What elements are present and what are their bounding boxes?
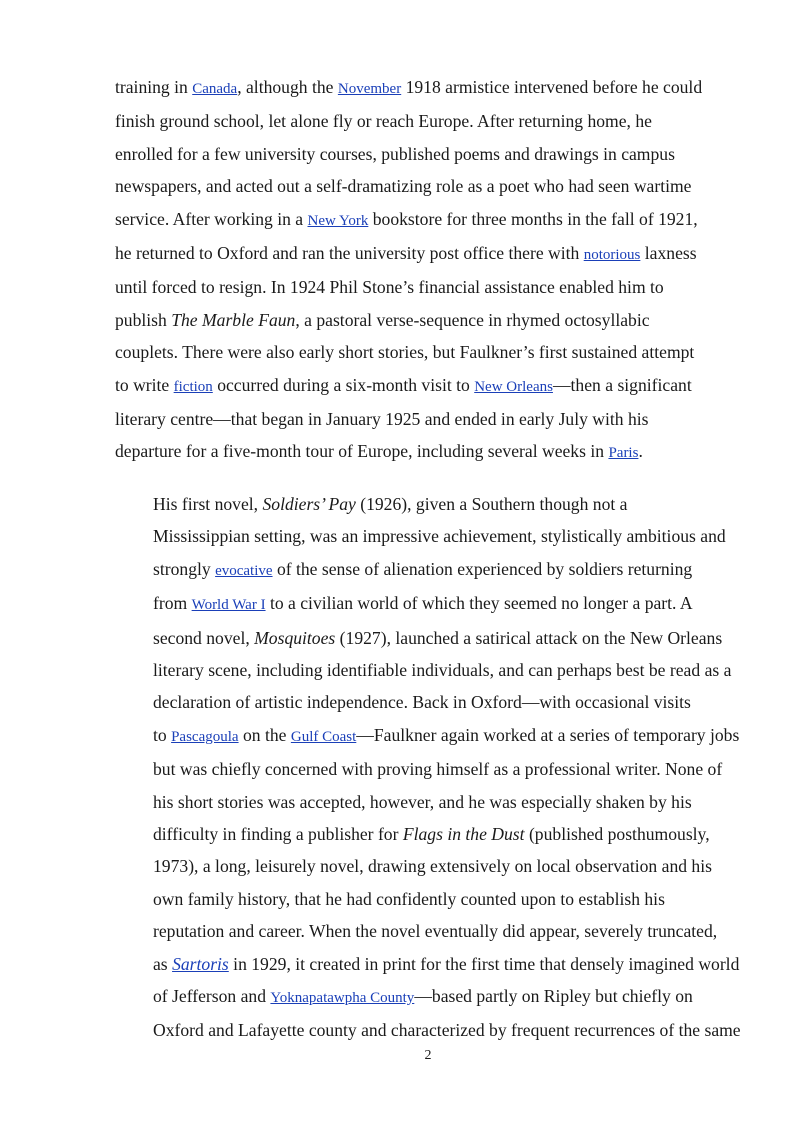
text-run: newspapers, and acted out a self-dramatizing role as a poet who had seen wartime xyxy=(115,176,692,197)
text-line xyxy=(115,786,745,818)
text-line xyxy=(115,435,745,469)
italic-title: The Marble Faun xyxy=(171,309,296,330)
text-line xyxy=(115,170,745,202)
text-line xyxy=(115,753,745,785)
text-run: finish ground school, let alone fly or reach Europe. After returning home, he xyxy=(115,111,652,132)
page-number: 2 xyxy=(424,1048,432,1063)
text-run: on the xyxy=(238,724,291,745)
paragraph xyxy=(115,71,745,470)
text-line xyxy=(115,622,745,654)
link-new-orleans[interactable]: New Orleans xyxy=(474,378,553,395)
text-line xyxy=(115,304,745,336)
text-line xyxy=(115,719,745,753)
text-line xyxy=(115,850,745,882)
text-line xyxy=(115,138,745,170)
text-run: laxness xyxy=(640,243,697,264)
link-gulf-coast[interactable]: Gulf Coast xyxy=(290,728,357,745)
link-paris[interactable]: Paris xyxy=(608,445,639,462)
text-run: departure for a five-month tour of Europe, including several weeks in xyxy=(115,441,609,462)
text-run: —then a significant xyxy=(552,374,692,395)
link-yoknapatawpha-county[interactable]: Yoknapatawpha County xyxy=(270,989,415,1006)
text-line xyxy=(115,948,745,980)
text-run: literary scene, including identifiable individuals, and can perhaps best be read as a xyxy=(153,659,732,680)
text-run: occurred during a six-month visit to xyxy=(212,374,475,395)
link-world-war-i[interactable]: World War I xyxy=(191,597,266,614)
text-run: Mississippian setting, was an impressive achievement, stylistically ambitious and xyxy=(153,526,726,547)
text-run: as xyxy=(153,953,173,974)
text-line xyxy=(115,105,745,137)
text-run: publish xyxy=(115,309,172,330)
text-run: bookstore for three months in the fall of 1921, xyxy=(368,208,698,229)
text-run: (1926), given a Southern though not a xyxy=(355,493,628,514)
text-line xyxy=(115,587,745,621)
text-run: but was chiefly concerned with proving himself as a professional writer. None of xyxy=(153,759,723,780)
text-run: reputation and career. When the novel eventually did appear, severely truncated, xyxy=(153,921,718,942)
text-run: own family history, that he had confidently counted upon to establish his xyxy=(153,888,665,909)
text-run: —based partly on Ripley but chiefly on xyxy=(414,985,693,1006)
link-fiction[interactable]: fiction xyxy=(173,378,213,395)
text-line xyxy=(115,654,745,686)
text-run: strongly xyxy=(153,558,216,579)
text-line xyxy=(115,520,745,552)
text-line xyxy=(115,883,745,915)
link-canada[interactable]: Canada xyxy=(192,81,238,97)
text-line xyxy=(115,403,745,435)
text-run: literary centre—that began in January 1925 and ended in early July with his xyxy=(115,409,649,430)
text-line xyxy=(115,203,745,237)
link-sartoris[interactable]: Sartoris xyxy=(172,953,229,974)
link-new-york[interactable]: New York xyxy=(307,212,369,229)
body-text xyxy=(115,71,745,1047)
text-line xyxy=(115,71,745,105)
text-run: difficulty in finding a publisher for xyxy=(153,823,403,844)
text-run: to a civilian world of which they seemed no longer a part. A xyxy=(265,593,693,614)
italic-title: Flags in the Dust xyxy=(402,823,525,844)
text-run: , a pastoral verse-sequence in rhymed octosyllabic xyxy=(295,309,650,330)
text-run: His first novel, xyxy=(153,493,263,514)
text-run: of the sense of alienation experienced by soldiers returning xyxy=(272,558,693,579)
text-run: Oxford and Lafayette county and characterized by frequent recurrences of the same xyxy=(153,1020,741,1041)
text-run: until forced to resign. In 1924 Phil Stone’s financial assistance enabled him to xyxy=(115,277,664,298)
text-run: 1918 armistice intervened before he could xyxy=(401,77,703,97)
text-run: —Faulkner again worked at a series of temporary jobs xyxy=(356,724,740,745)
text-run: in 1929, it created in print for the first time that densely imagined world xyxy=(228,953,740,974)
text-run: enrolled for a few university courses, published poems and drawings in campus xyxy=(115,143,675,164)
link-notorious[interactable]: notorious xyxy=(583,247,641,264)
text-run: his short stories was accepted, however, and he was especially shaken by his xyxy=(153,791,692,812)
text-line xyxy=(115,1014,745,1046)
italic-title: Mosquitoes xyxy=(254,627,336,648)
text-run: , although the xyxy=(237,77,338,97)
text-run: second novel, xyxy=(153,627,255,648)
text-run: to write xyxy=(115,374,174,395)
paragraph xyxy=(115,488,745,1047)
text-run: of Jefferson and xyxy=(153,985,271,1006)
link-november[interactable]: November xyxy=(337,81,402,97)
text-run: declaration of artistic independence. Back in Oxford—with occasional visits xyxy=(153,692,691,713)
text-run: . xyxy=(638,441,643,462)
text-run: (published posthumously, xyxy=(524,823,710,844)
text-run: to xyxy=(153,724,172,745)
text-run: 1973), a long, leisurely novel, drawing extensively on local observation and his xyxy=(153,856,712,877)
text-line xyxy=(115,488,745,520)
text-run: training in xyxy=(115,77,193,97)
text-run: service. After working in a xyxy=(115,208,308,229)
text-run: (1927), launched a satirical attack on the New Orleans xyxy=(335,627,723,648)
text-run: he returned to Oxford and ran the university post office there with xyxy=(115,243,584,264)
text-line xyxy=(115,915,745,947)
text-line xyxy=(115,271,745,303)
text-run: couplets. There were also early short stories, but Faulkner’s first sustained attempt xyxy=(115,342,695,363)
text-line xyxy=(115,980,745,1014)
text-line xyxy=(115,369,745,403)
link-pascagoula[interactable]: Pascagoula xyxy=(171,728,239,745)
text-line xyxy=(115,237,745,271)
text-line xyxy=(115,686,745,718)
text-line xyxy=(115,553,745,587)
italic-title: Soldiers’ Pay xyxy=(262,493,356,514)
text-line xyxy=(115,336,745,368)
link-evocative[interactable]: evocative xyxy=(215,562,273,579)
text-run: from xyxy=(153,593,192,614)
text-line xyxy=(115,818,745,850)
